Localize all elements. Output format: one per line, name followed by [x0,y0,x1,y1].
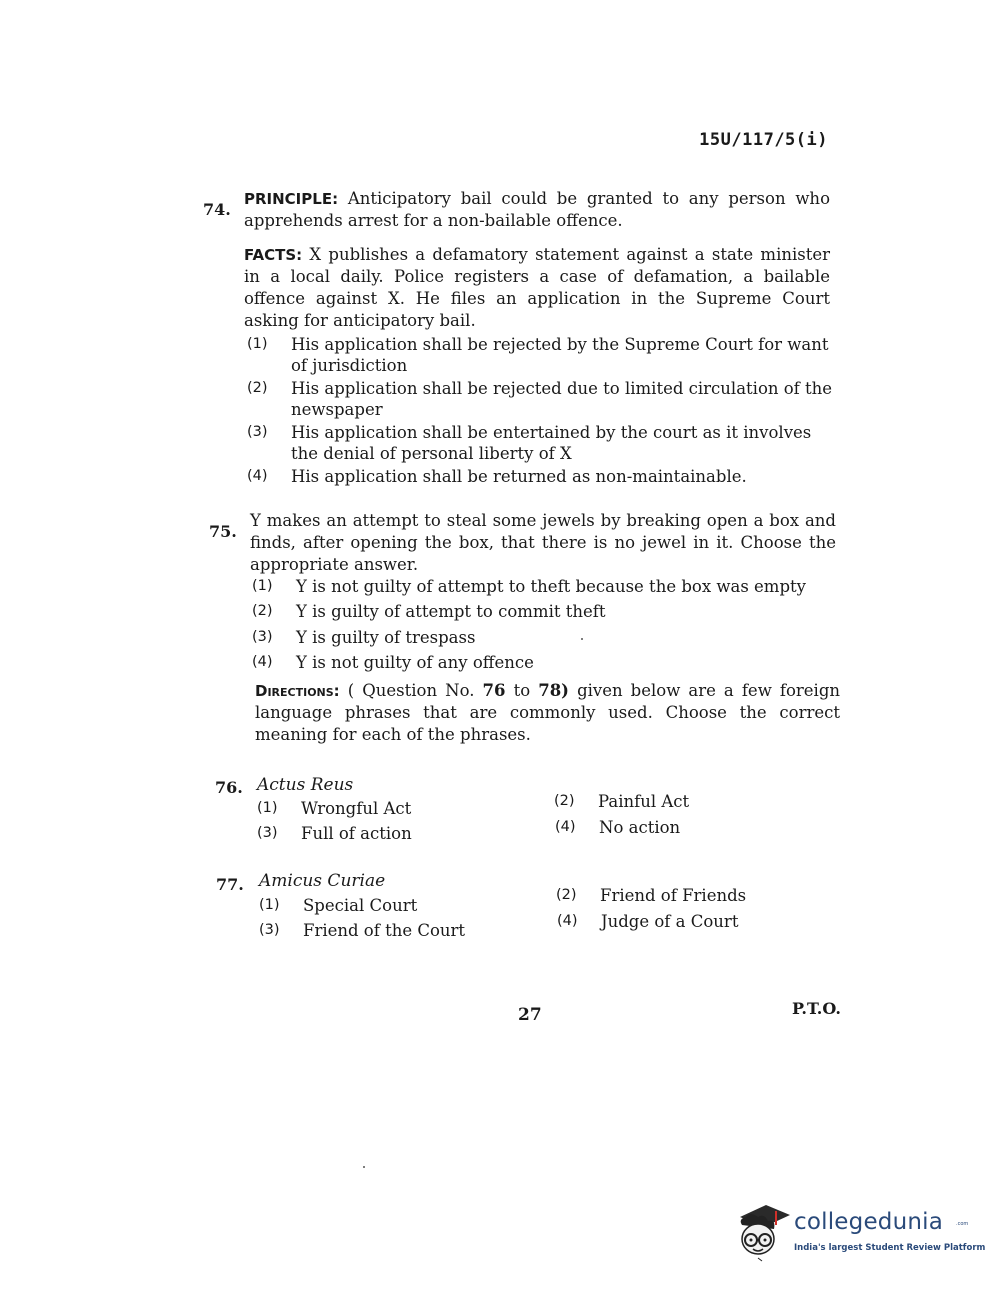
pto-label: P.T.O. [792,999,841,1018]
option-1 [257,798,517,819]
option-2 [554,791,814,812]
logo-tagline: India's largest Student Review Platform [794,1243,986,1253]
option-number: (1) [252,578,273,594]
option-number: (4) [247,468,268,484]
option-text: Friend of Friends [600,886,747,905]
option-number: (1) [257,800,278,816]
logo-suffix: .com [956,1221,969,1227]
option-text: His application shall be returned as non-maintainable. [291,467,747,486]
option-3 [252,627,838,648]
option-text: Friend of the Court [303,921,466,940]
option-2 [556,885,816,906]
option-1 [259,895,519,916]
option-number: (4) [555,819,576,835]
option-text: His application shall be entertained by the court as it involves the denial of personal liberty of X [291,423,812,463]
directions-pre: ( Question No. [347,681,475,700]
question-text: Y makes an attempt to steal some jewels by breaking open a box and finds, after opening the box, that there is no jewel in it. Choose the appropriate answer. [250,511,836,574]
option-text: Y is not guilty of attempt to theft because the box was empty [296,577,806,596]
option-number: (2) [247,380,268,396]
option-text: Wrongful Act [301,799,412,818]
option-1 [247,334,833,376]
page-number: 27 [518,1005,542,1025]
option-2 [247,378,833,420]
option-4 [252,652,838,673]
directions-from: 76 [482,681,506,700]
scan-speck [581,638,583,640]
directions-to-word: to [513,681,531,700]
option-number: (2) [556,887,577,903]
option-number: (1) [247,336,268,352]
option-4 [557,911,817,932]
option-number: (3) [247,424,268,440]
principle-text: Anticipatory bail could be granted to any person who apprehends arrest for a non-bailable offence. [244,189,830,230]
logo-wordmark: collegedunia [794,1209,944,1235]
option-text: Special Court [303,896,418,915]
question-number: 76. [215,778,243,797]
option-text: Full of action [301,824,412,843]
paper-code: 15U/117/5(i) [699,130,828,150]
option-1 [252,576,838,597]
question-number: 77. [216,875,244,894]
principle [244,188,830,232]
option-text: Painful Act [598,792,690,811]
directions-post: given below are a few foreign language phrases that are commonly used. Choose the correct meaning for each of the phrases. [255,681,841,744]
option-number: (3) [252,629,273,645]
question-title: Actus Reus [257,775,354,795]
option-number: (4) [557,913,578,929]
collegedunia-logo [732,1195,986,1275]
directions [255,680,840,746]
option-number: (3) [259,922,280,938]
directions-to: 78) [538,681,569,700]
option-number: (4) [252,654,273,670]
question-number: 75. [209,522,237,541]
facts [244,244,830,332]
scan-speck [363,1166,365,1168]
option-text: His application shall be rejected by the Supreme Court for want of jurisdiction [291,335,829,375]
principle-label: PRINCIPLE: [244,190,339,208]
option-text: Y is not guilty of any offence [296,653,534,672]
option-3 [247,422,833,464]
option-3 [259,920,519,941]
option-number: (1) [259,897,280,913]
facts-text: X publishes a defamatory statement against a state minister in a local daily. Police registers a case of defamation, a bailable offence against X. He files an application in the Supreme Court asking for anticipatory bail. [244,245,830,330]
question-title: Amicus Curiae [259,871,386,891]
option-4 [247,466,833,487]
facts-label: FACTS: [244,246,303,264]
question-number: 74. [203,200,231,219]
option-text: His application shall be rejected due to limited circulation of the newspaper [291,379,833,419]
option-text: No action [599,818,681,837]
option-number: (3) [257,825,278,841]
option-3 [257,823,517,844]
option-number: (2) [554,793,575,809]
option-text: Y is guilty of trespass [296,628,476,647]
option-text: Judge of a Court [601,912,739,931]
mascot-icon [732,1195,792,1265]
option-2 [252,601,838,622]
option-text: Y is guilty of attempt to commit theft [296,602,606,621]
directions-label: Directions: [255,682,340,700]
option-4 [555,817,815,838]
option-number: (2) [252,603,273,619]
